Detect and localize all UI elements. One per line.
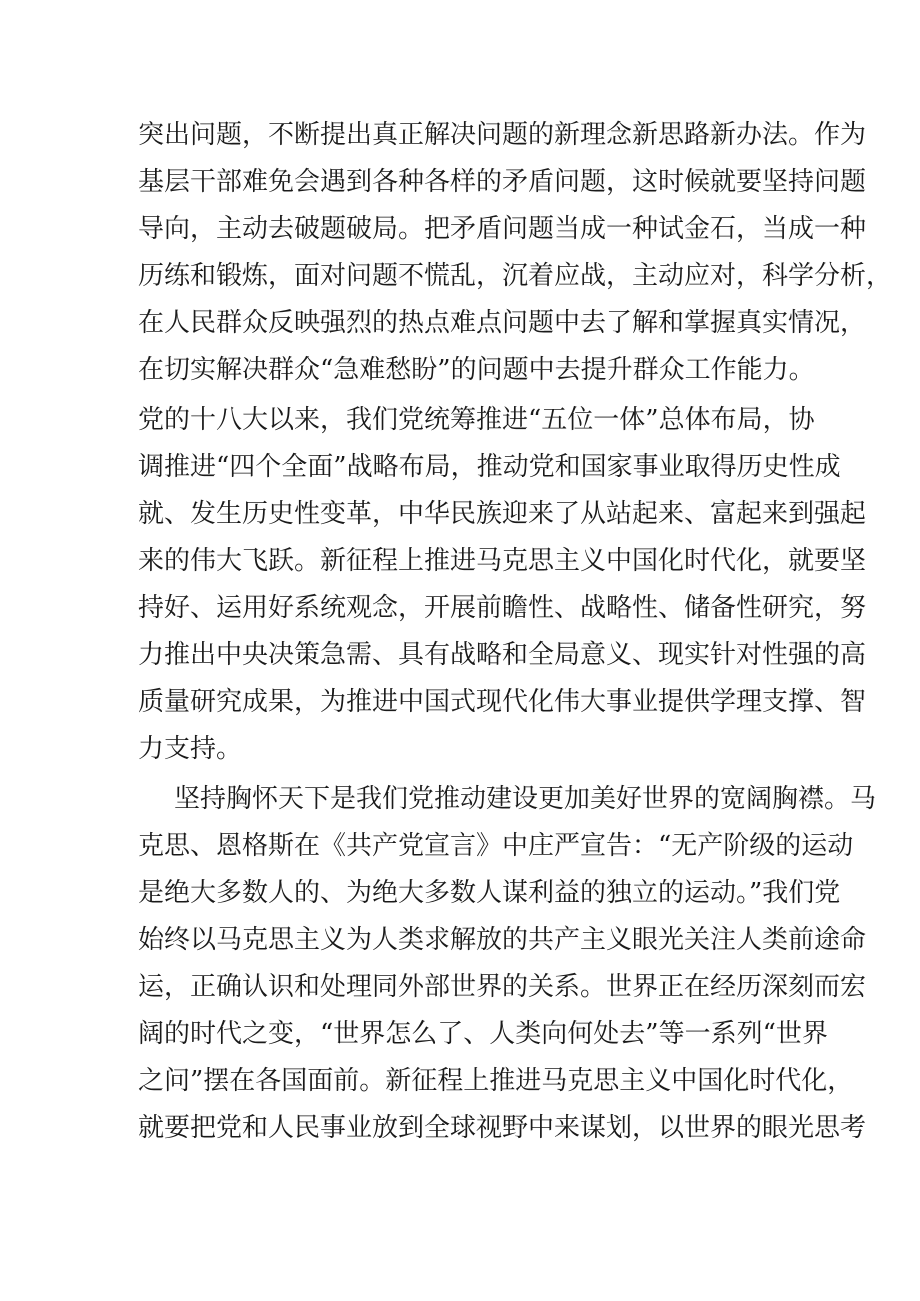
paragraph-3-line-6: 阔的时代之变，“世界怎么了、人类向何处去”等一系列“世界 xyxy=(138,1019,828,1049)
paragraph-1-line-1: 突出问题，不断提出真正解决问题的新理念新思路新办法。作为 xyxy=(138,120,867,150)
paragraph-3-line-5: 运，正确认识和处理同外部世界的关系。世界正在经历深刻而宏 xyxy=(138,972,867,1002)
paragraph-1-line-5: 在人民群众反映强烈的热点难点问题中去了解和掌握真实情况， xyxy=(138,308,867,338)
paragraph-2-line-4: 来的伟大飞跃。新征程上推进马克思主义中国化时代化，就要坚 xyxy=(138,546,867,576)
paragraph-3-line-4: 始终以马克思主义为人类求解放的共产主义眼光关注人类前途命 xyxy=(138,925,867,955)
paragraph-1-line-6: 在切实解决群众“急难愁盼”的问题中去提升群众工作能力。 xyxy=(138,355,815,385)
paragraph-3-line-8: 就要把党和人民事业放到全球视野中来谋划，以世界的眼光思考 xyxy=(138,1113,867,1143)
paragraph-2-line-5: 持好、运用好系统观念，开展前瞻性、战略性、储备性研究，努 xyxy=(138,593,867,623)
paragraph-3-line-2: 克思、恩格斯在《共产党宣言》中庄严宣告：“无产阶级的运动 xyxy=(138,831,854,861)
paragraph-3-line-7: 之问”摆在各国面前。新征程上推进马克思主义中国化时代化， xyxy=(138,1066,854,1096)
document-body xyxy=(138,112,893,1152)
paragraph-2-line-7: 质量研究成果，为推进中国式现代化伟大事业提供学理支撑、智 xyxy=(138,687,867,717)
paragraph-3-line-3: 是绝大多数人的、为绝大多数人谋利益的独立的运动。”我们党 xyxy=(138,878,841,908)
paragraph-2-line-3: 就、发生历史性变革，中华民族迎来了从站起来、富起来到强起 xyxy=(138,499,867,529)
paragraph-1-line-4: 历练和锻炼，面对问题不慌乱，沉着应战，主动应对，科学分析， xyxy=(138,261,893,291)
paragraph-2-line-2: 调推进“四个全面”战略布局，推动党和国家事业取得历史性成 xyxy=(138,452,841,482)
paragraph-1-line-2: 基层干部难免会遇到各种各样的矛盾问题，这时候就要坚持问题 xyxy=(138,167,867,197)
paragraph-2-line-8: 力支持。 xyxy=(138,734,243,764)
paragraph-2-line-1: 党的十八大以来，我们党统筹推进“五位一体”总体布局，协 xyxy=(138,405,815,435)
paragraph-2-line-6: 力推出中央决策急需、具有战略和全局意义、现实针对性强的高 xyxy=(138,640,867,670)
paragraph-1-line-3: 导向，主动去破题破局。把矛盾问题当成一种试金石，当成一种 xyxy=(138,214,867,244)
paragraph-3-line-1: 坚持胸怀天下是我们党推动建设更加美好世界的宽阔胸襟。马 xyxy=(174,784,877,814)
